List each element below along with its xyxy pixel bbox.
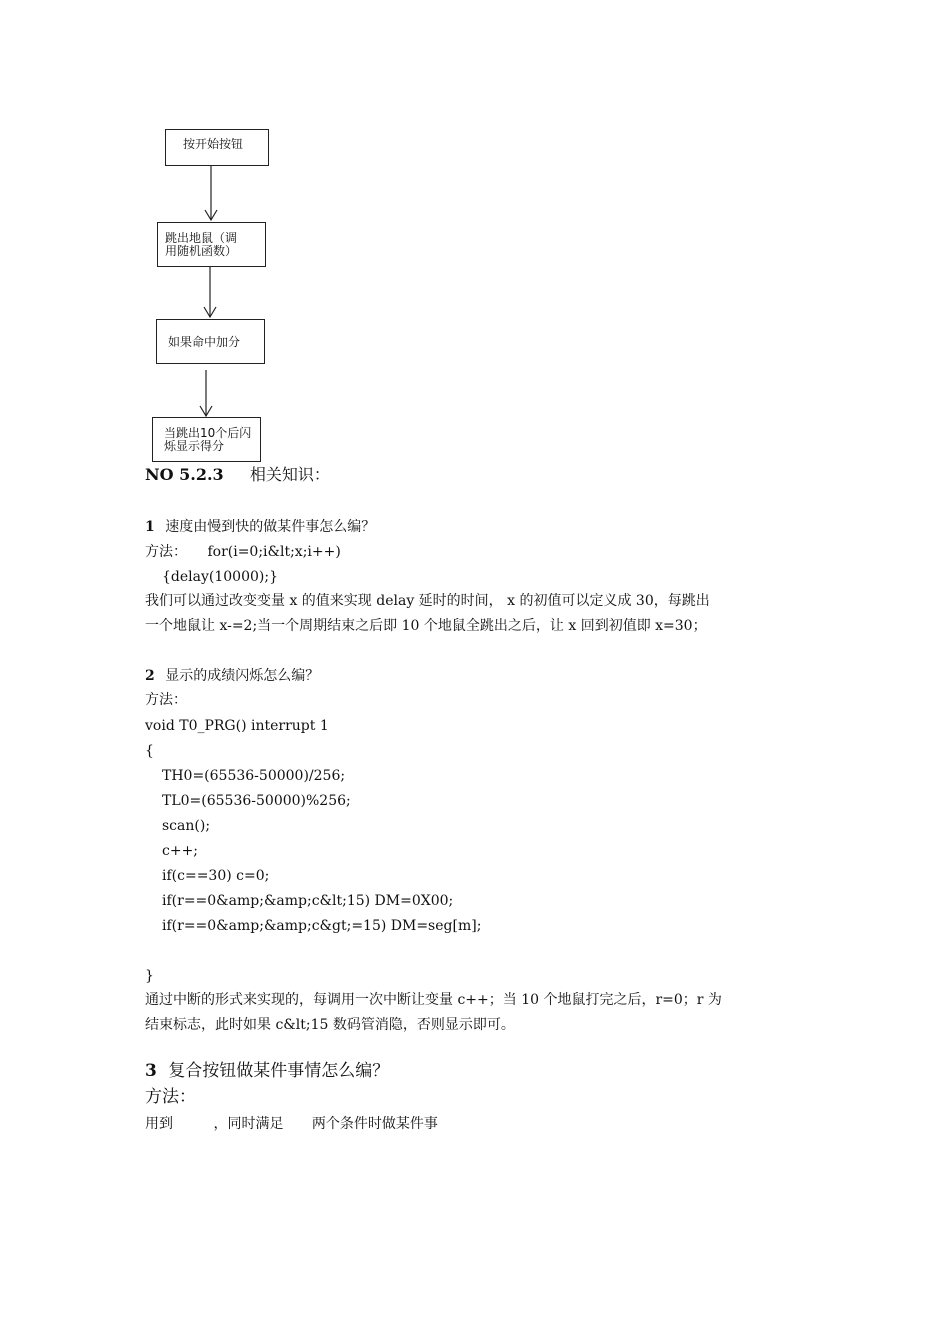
q1-desc-line-1: 我们可以通过改变变量 x 的值来实现 delay 延时的时间， x 的初值可以定义成 30，每跳出 (145, 593, 710, 609)
q3-desc-part-1: 用到 (145, 1116, 173, 1132)
q1-method-line (145, 543, 341, 561)
q3-desc-part-2: ，同时满足 (213, 1116, 284, 1132)
flow-step-mole-line2: 用随机函数） (165, 244, 238, 258)
q3-desc-line (145, 1115, 438, 1133)
flow-step-score (156, 319, 265, 364)
flow-step-flash-line1: 当跳出10个后闪 (164, 426, 252, 440)
q2-heading (145, 667, 319, 685)
q2-desc-line-2: 结束标志，此时如果 c&lt;15 数码管消隐，否则显示即可。 (145, 1017, 515, 1033)
flow-step-score-label: 如果命中加分 (168, 335, 241, 349)
section-title: 相关知识： (249, 465, 330, 484)
flowchart (0, 0, 950, 470)
q3-desc-part-3: 两个条件时做某件事 (311, 1116, 438, 1132)
section-heading (145, 465, 330, 485)
q2-desc-line-1: 通过中断的形式来实现的，每调用一次中断让变量 c++；当 10 个地鼠打完之后，r=0；r 为 (145, 992, 722, 1008)
q3-number: 3 (145, 1061, 157, 1081)
q1-number: 1 (145, 519, 155, 535)
flow-arrow-2 (199, 267, 221, 319)
flow-step-flash (152, 417, 261, 462)
q2-code-line: void T0_PRG() interrupt 1 (145, 718, 329, 734)
q1-heading (145, 518, 375, 536)
q1-code-line-2: {delay(10000);} (162, 569, 278, 585)
flow-step-flash-line2: 烁显示得分 (164, 439, 225, 453)
q2-code-line: scan(); (162, 818, 211, 834)
q2-title: 显示的成绩闪烁怎么编？ (165, 668, 320, 684)
q2-code-line: if(r==0&amp;&amp;c&lt;15) DM=0X00; (162, 893, 454, 909)
q1-title: 速度由慢到快的做某件事怎么编？ (165, 519, 376, 535)
q3-title: 复合按钮做某件事情怎么编？ (168, 1061, 390, 1081)
flow-step-mole-line1: 跳出地鼠（调 (165, 231, 238, 245)
q2-code-line: TH0=(65536-50000)/256; (162, 768, 346, 784)
flow-arrow-3 (195, 370, 217, 418)
section-number: NO 5.2.3 (145, 465, 224, 484)
q1-code-line-1: for(i=0;i&lt;x;i++) (207, 544, 341, 560)
q2-code-line: { (145, 743, 154, 759)
flow-step-mole (157, 222, 266, 267)
q2-code-line: c++; (162, 843, 199, 859)
flow-step-start (165, 129, 269, 166)
q1-desc-line-2: 一个地鼠让 x-=2;当一个周期结束之后即 10 个地鼠全跳出之后，让 x 回到初值即 x=30； (145, 618, 707, 634)
flow-arrow-1 (200, 166, 222, 222)
flow-step-start-label: 按开始按钮 (183, 137, 244, 151)
q2-code-line: if(c==30) c=0; (162, 868, 270, 884)
q3-method-label: 方法： (145, 1087, 196, 1107)
q2-code-line: if(r==0&amp;&amp;c&gt;=15) DM=seg[m]; (162, 918, 482, 934)
q1-method-label: 方法： (145, 544, 187, 560)
q2-number: 2 (145, 668, 155, 684)
q2-code-line: TL0=(65536-50000)%256; (162, 793, 351, 809)
q3-heading (145, 1062, 389, 1080)
q2-code-line: } (145, 968, 154, 984)
q2-method-label: 方法： (145, 692, 187, 708)
